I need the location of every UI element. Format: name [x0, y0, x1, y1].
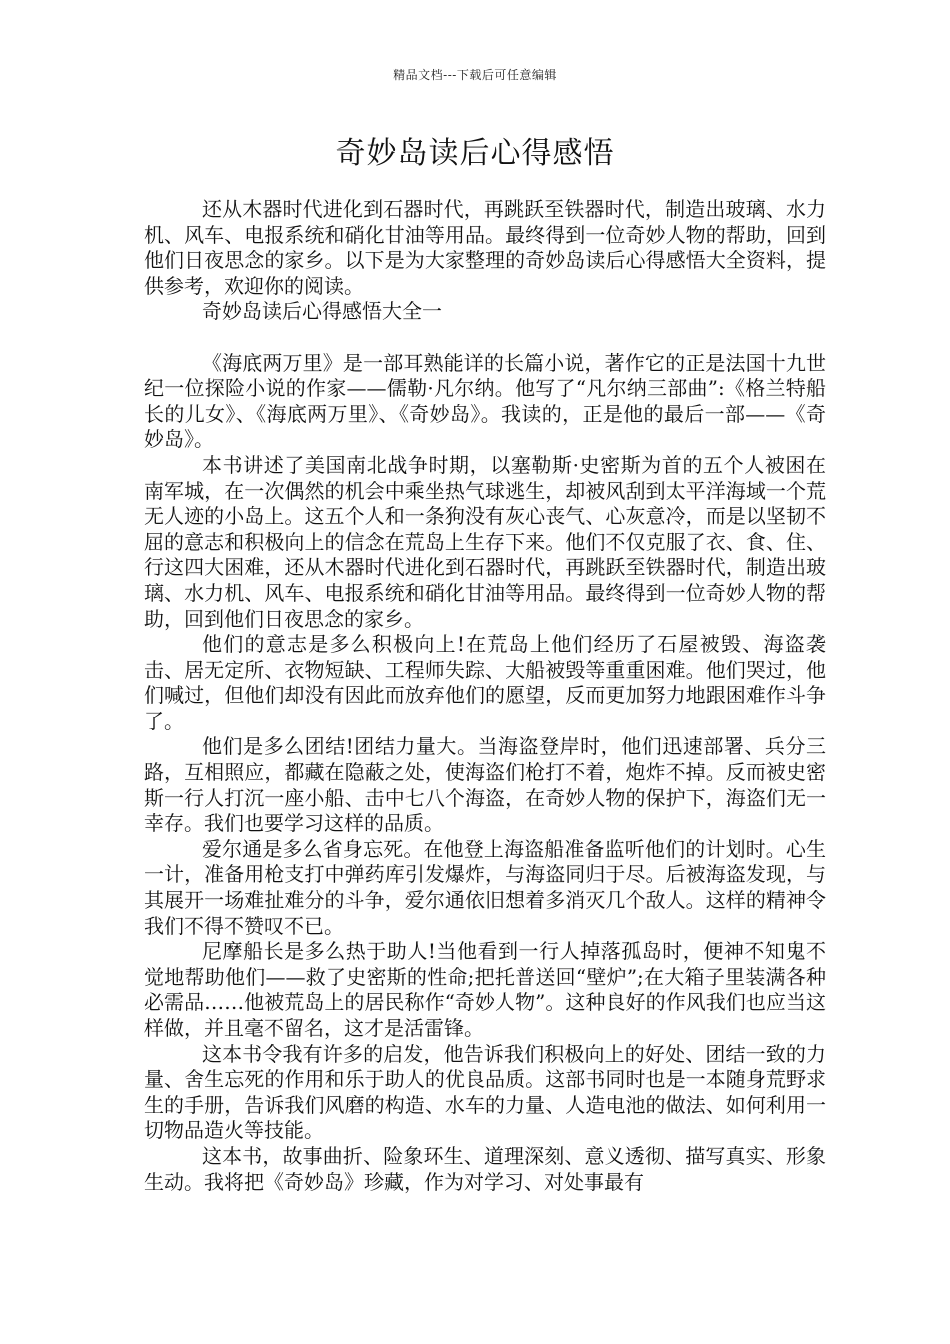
paragraph: 爱尔通是多么省身忘死。在他登上海盗船准备监听他们的计划时。心生一计，准备用枪支打中弹药库引发爆炸，与海盗同归于尽。后被海盗发现，与其展开一场难扯难分的斗争，爱尔通依旧想着多消灭几个敌人。这样的精神令我们不得不赞叹不已。: [144, 836, 826, 938]
blank-line: [144, 325, 826, 351]
paragraph: 《海底两万里》是一部耳熟能详的长篇小说，著作它的正是法国十九世纪一位探险小说的作家——儒勒·凡尔纳。他写了“凡尔纳三部曲”:《格兰特船长的儿女》、《海底两万里》、《奇妙岛》。我读的，正是他的最后一部——《奇妙岛》。: [144, 350, 826, 452]
document-body: [144, 197, 826, 1195]
header-note: 精品文档---下载后可任意编辑: [393, 68, 557, 82]
paragraph: 他们是多么团结!团结力量大。当海盗登岸时，他们迅速部署、兵分三路，互相照应，都藏在隐蔽之处，使海盗们枪打不着，炮炸不掉。反而被史密斯一行人打沉一座小船、击中七八个海盗，在奇妙人物的保护下，海盗们无一幸存。我们也要学习这样的品质。: [144, 734, 826, 836]
section-heading: 奇妙岛读后心得感悟大全一: [202, 299, 442, 324]
paragraph: 本书讲述了美国南北战争时期，以塞勒斯·史密斯为首的五个人被困在南军城，在一次偶然的机会中乘坐热气球逃生，却被风刮到太平洋海域一个荒无人迹的小岛上。这五个人和一条狗没有灰心丧气、心灰意冷，而是以坚韧不屈的意志和积极向上的信念在荒岛上生存下来。他们不仅克服了衣、食、住、行这四大困难，还从木器时代进化到石器时代，再跳跃至铁器时代，制造出玻璃、水力机、风车、电报系统和硝化甘油等用品。最终得到一位奇妙人物的帮助，回到他们日夜思念的家乡。: [144, 452, 826, 631]
document-title: 奇妙岛读后心得感悟: [335, 136, 615, 171]
paragraph-intro: 还从木器时代进化到石器时代，再跳跃至铁器时代，制造出玻璃、水力机、风车、电报系统和硝化甘油等用品。最终得到一位奇妙人物的帮助，回到他们日夜思念的家乡。以下是为大家整理的奇妙岛读后心得感悟大全资料，提供参考，欢迎你的阅读。: [144, 197, 826, 298]
paragraph: 尼摩船长是多么热于助人!当他看到一行人掉落孤岛时，便神不知鬼不觉地帮助他们——救了史密斯的性命;把托普送回“壁炉”;在大箱子里装满各种必需品……他被荒岛上的居民称作“奇妙人物”。这种良好的作风我们也应当这样做，并且毫不留名，这才是活雷锋。: [144, 939, 826, 1040]
paragraph: 他们的意志是多么积极向上!在荒岛上他们经历了石屋被毁、海盗袭击、居无定所、衣物短缺、工程师失踪、大船被毁等重重困难。他们哭过，他们喊过，但他们却没有因此而放弃他们的愿望，反而更加努力地跟困难作斗争了。: [144, 632, 826, 733]
paragraph: 这本书令我有许多的启发，他告诉我们积极向上的好处、团结一致的力量、舍生忘死的作用和乐于助人的优良品质。这部书同时也是一本随身荒野求生的手册，告诉我们风磨的构造、水车的力量、人造电池的做法、如何利用一切物品造火等技能。: [144, 1041, 826, 1143]
paragraph: 这本书，故事曲折、险象环生、道理深刻、意义透彻、描写真实、形象生动。我将把《奇妙岛》珍藏，作为对学习、对处事最有: [144, 1143, 826, 1194]
